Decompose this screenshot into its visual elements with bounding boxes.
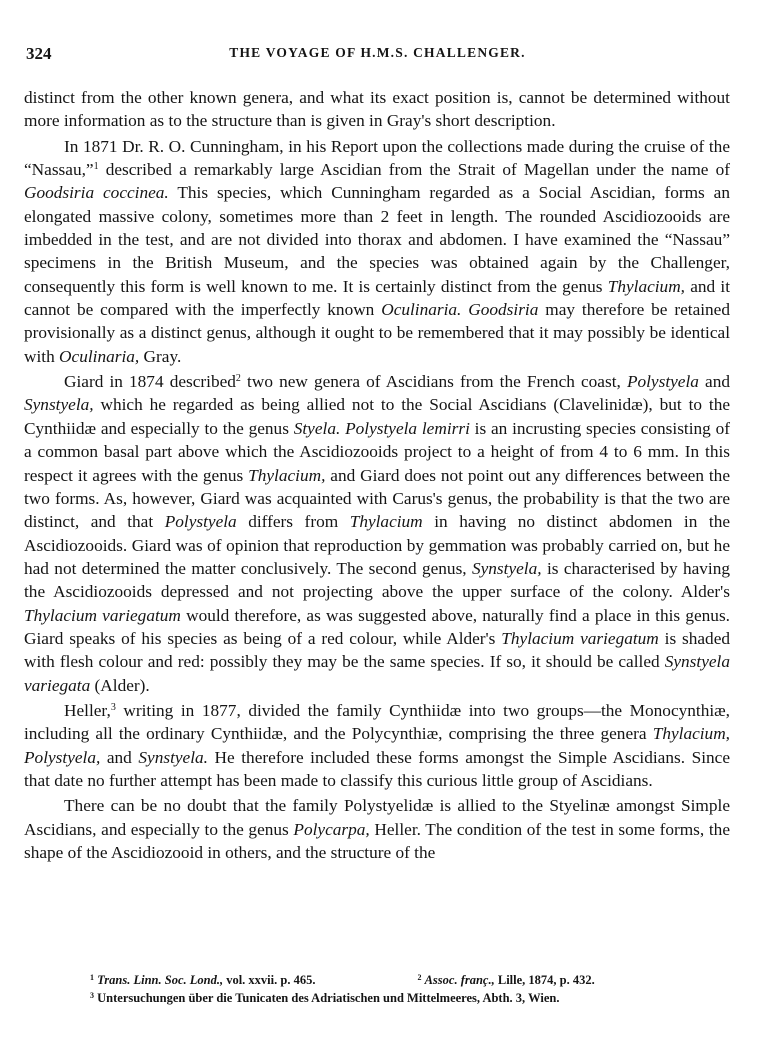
footnotes bbox=[90, 971, 690, 1007]
italic-term: Thylacium bbox=[349, 512, 423, 532]
paragraph: distinct from the other known genera, and what its exact position is, cannot be determined without more information as to the structure than is given in Gray's short description. bbox=[24, 88, 730, 131]
italic-term: Synstyela variegata bbox=[24, 652, 730, 695]
footnote-text: Trans. Linn. Soc. Lond., vol. xxvii. p. 465. bbox=[97, 973, 316, 987]
paragraph: Giard in 1874 described$^2$ two new genera of Ascidians from the French coast, Polystyela and Synstyela, which he regarded as being allied not to the Social Ascidians (Clavelinidæ), but to the Cynthiidæ and especially to the genus Styela. Polystyela lemirri is an incrusting species consisting of a common basal part above which the Ascidiozooids project to a height of from 4 to 6 mm. In this respect it agrees with the genus Thylacium, and Giard does not point out any differences between the two forms. As, however, Giard was acquainted with Carus's genus, the probability is that the two are distinct, and that Polystyela differs from Thylacium in having no distinct abdomen in the Ascidiozooids. Giard was of opinion that reproduction by gemmation was probably carried on, but he had not determined the matter conclusively. The second genus, Synstyela, is characterised by having the Ascidiozooids depressed and not projecting above the upper surface of the colony. Alder's Thylacium variegatum would therefore, as was suggested above, naturally find a place in this genus. Giard speaks of his species as being of a red colour, while Alder's Thylacium variegatum is shaded with flesh colour and red: possibly they may be the same species. If so, it should be called Synstyela variegata (Alder). bbox=[24, 372, 731, 695]
page-header bbox=[26, 44, 729, 68]
italic-term: Trans. Linn. Soc. Lond., bbox=[97, 973, 224, 987]
footnote-marker: 1 bbox=[90, 973, 94, 982]
italic-term: Oculinaria. bbox=[381, 300, 462, 320]
italic-term: Polystyela bbox=[626, 372, 699, 392]
italic-term: Thylacium, bbox=[652, 724, 730, 744]
footnote-text: Assoc. franç., Lille, 1874, p. 432. bbox=[424, 973, 595, 987]
footnote bbox=[417, 973, 594, 987]
page-number: 324 bbox=[26, 44, 52, 63]
italic-term: Polystyela, bbox=[24, 747, 101, 767]
footnote-row bbox=[90, 971, 690, 989]
footnote-text: Untersuchungen über die Tunicaten des Adriatischen und Mittelmeeres, Abth. 3, Wien. bbox=[97, 991, 560, 1005]
footnote-ref: 2 bbox=[235, 373, 241, 385]
italic-term: Synstyela, bbox=[471, 558, 542, 578]
footnote bbox=[90, 991, 559, 1005]
italic-term: Thylacium, bbox=[607, 276, 685, 296]
italic-term: Assoc. franç., bbox=[424, 973, 495, 987]
italic-term: Goodsiria coccinea. bbox=[24, 183, 169, 203]
footnote-row bbox=[90, 989, 690, 1007]
footnote-ref: 3 bbox=[110, 701, 116, 713]
italic-term: Thylacium variegatum bbox=[24, 605, 181, 625]
italic-term: Polycarpa, bbox=[293, 819, 370, 839]
paragraph: There can be no doubt that the family Polystyelidæ is allied to the Styelinæ amongst Simple Ascidians, and especially to the genus Polycarpa, Heller. The condition of the test in some forms, the shape of the Ascidiozooid in others, and the structure of the bbox=[24, 796, 730, 862]
italic-term: Polystyela bbox=[164, 512, 237, 532]
running-head: THE VOYAGE OF H.M.S. CHALLENGER. bbox=[229, 45, 526, 60]
italic-term: Thylacium, bbox=[248, 465, 326, 485]
paragraph: Heller,$^3$ writing in 1877, divided the family Cynthiidæ into two groups—the Monocynthiæ, including all the ordinary Cynthiidæ, and the Polycynthiæ, comprising the three genera Thylacium, Polystyela, and Synstyela. He therefore included these forms amongst the Simple Ascidians. Since that date no further attempt has been made to classify this curious little group of Ascidians. bbox=[24, 700, 730, 790]
footnote-marker: 2 bbox=[417, 973, 422, 982]
italic-term: Thylacium variegatum bbox=[501, 628, 659, 648]
footnote bbox=[90, 973, 315, 987]
italic-term: Synstyela, bbox=[24, 395, 94, 415]
footnote-marker: 3 bbox=[90, 991, 94, 1000]
paragraph: In 1871 Dr. R. O. Cunningham, in his Report upon the collections made during the cruise of the “Nassau,”$^1$ described a remarkably large Ascidian from the Strait of Magellan under the name of Goodsiria coccinea. This species, which Cunningham regarded as a Social Ascidian, forms an elongated massive colony, sometimes more than 2 feet in length. The rounded Ascidiozooids are imbedded in the test, and are not divided into thorax and abdomen. I have examined the “Nassau” specimens in the British Museum, and the species was obtained again by the Challenger, consequently this form is well known to me. It is certainly distinct from the genus Thylacium, and it cannot be compared with the imperfectly known Oculinaria. Goodsiria may therefore be retained provisionally as a distinct genus, although it ought to be remembered that it may possibly be identical with Oculinaria, Gray. bbox=[24, 136, 730, 366]
body-text bbox=[24, 86, 730, 864]
italic-term: Styela. bbox=[293, 418, 341, 438]
footnote-ref: 1 bbox=[93, 161, 99, 173]
italic-term: Polystyela lemirri bbox=[345, 418, 470, 438]
italic-term: Goodsiria bbox=[468, 300, 539, 320]
italic-term: Oculinaria, bbox=[59, 346, 140, 366]
italic-term: Synstyela. bbox=[138, 747, 208, 767]
